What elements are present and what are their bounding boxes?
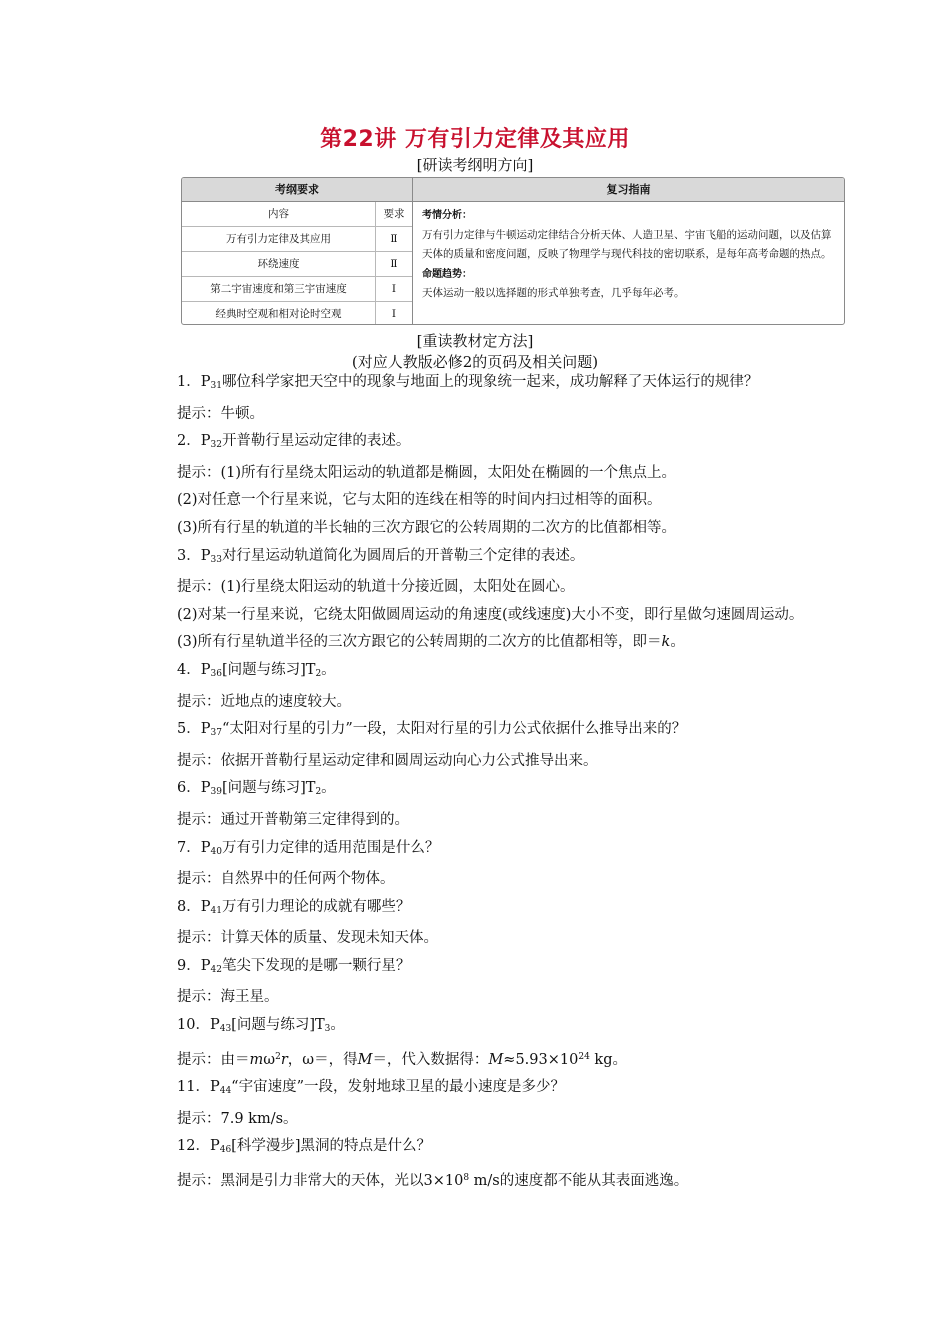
answer-5: 提示：依据开普勒行星运动定律和圆周运动向心力公式推导出来。: [177, 752, 598, 769]
table-row: [182, 252, 412, 277]
syllabus-left-panel: [182, 178, 413, 324]
syllabus-table: [181, 177, 845, 325]
section-heading-syllabus: [研读考纲明方向]: [416, 156, 534, 174]
trend-label: 命题趋势：: [422, 268, 472, 280]
analysis-text: 万有引力定律与牛顿运动定律结合分析天体、人造卫星、宇宙飞船的运动问题，以及估算天体的质量和密度问题，反映了物理学与现代科技的密切联系，是每年高考命题的热点。: [422, 228, 832, 260]
answer-12: 提示：黑洞是引力非常大的天体，光以$3\times 10^8$ m/s的速度都不能从其表面逃逸。: [177, 1173, 689, 1190]
page-title: 第22讲 万有引力定律及其应用: [320, 127, 630, 152]
row-content: 环绕速度: [182, 252, 376, 276]
answer-10: 提示：由$=m\omega^2r$，ω＝，得M＝，代入数据得：$M\approx 5.93\times 10^{24}$ kg。: [177, 1051, 627, 1068]
syllabus-right-panel: [413, 178, 844, 324]
table-row: [182, 302, 412, 325]
answer-2-1: 提示：(1)所有行星绕太阳运动的轨道都是椭圆，太阳处在椭圆的一个焦点上。: [177, 464, 677, 481]
row-content: 万有引力定律及其应用: [182, 227, 376, 251]
question-7: 7．$P_{40}$万有引力定律的适用范围是什么？: [177, 839, 440, 857]
row-level: Ⅱ: [390, 258, 398, 270]
question-1: 1．$P_{31}$哪位科学家把天空中的现象与地面上的现象统一起来，成功解释了天体运行的规律？: [177, 374, 759, 391]
column-header-requirement: 要求: [383, 208, 405, 220]
row-level: Ⅰ: [391, 283, 397, 295]
section-note: (对应人教版必修2的页码及相关问题): [351, 353, 599, 371]
answer-3-3: (3)所有行星轨道半径的三次方跟它的公转周期的二次方的比值都相等，即＝k。: [177, 634, 685, 651]
row-content: 经典时空观和相对论时空观: [182, 302, 376, 325]
question-8: 8．$P_{41}$万有引力理论的成就有哪些？: [177, 898, 411, 916]
column-header-content: 内容: [182, 202, 376, 226]
row-level: Ⅰ: [391, 308, 397, 320]
answer-3-2: (2)对某一行星来说，它绕太阳做圆周运动的角速度(或线速度)大小不变，即行星做匀速圆周运动。: [177, 606, 804, 623]
question-12: 12．$P_{46}$[科学漫步]黑洞的特点是什么？: [177, 1138, 431, 1156]
answer-2-2: (2)对任意一个行星来说，它与太阳的连线在相等的时间内扫过相等的面积。: [177, 492, 662, 509]
question-6: 6．$P_{39}$[问题与练习]$T_2$。: [177, 780, 336, 798]
table-row: [182, 277, 412, 302]
answer-6: 提示：通过开普勒第三定律得到的。: [177, 811, 409, 828]
answer-2-3: (3)所有行星的轨道的半长轴的三次方跟它的公转周期的二次方的比值都相等。: [177, 519, 677, 536]
analysis-label: 考情分析：: [422, 210, 472, 221]
question-answer-list: [141, 369, 821, 1196]
review-guide: [413, 202, 844, 304]
answer-1: 提示：牛顿。: [177, 405, 264, 422]
answer-8: 提示：计算天体的质量、发现未知天体。: [177, 930, 438, 947]
question-10: 10．$P_{43}$[问题与练习]$T_3$。: [177, 1017, 345, 1035]
answer-9: 提示：海王星。: [177, 989, 279, 1006]
row-level: Ⅱ: [390, 233, 398, 245]
question-3: 3．$P_{33}$对行星运动轨道简化为圆周后的开普勒三个定律的表述。: [177, 547, 585, 565]
syllabus-right-header: 复习指南: [413, 178, 844, 202]
answer-4: 提示：近地点的速度较大。: [177, 693, 351, 710]
table-row: [182, 227, 412, 252]
syllabus-left-header: 考纲要求: [182, 178, 412, 202]
answer-3-1: 提示：(1)行星绕太阳运动的轨道十分接近圆，太阳处在圆心。: [177, 579, 575, 596]
question-2: 2．$P_{32}$开普勒行星运动定律的表述。: [177, 433, 411, 451]
question-11: 11．$P_{44}“$宇宙速度”一段，发射地球卫星的最小速度是多少？: [177, 1079, 565, 1097]
trend-text: 天体运动一般以选择题的形式单独考查，几乎每年必考。: [422, 287, 685, 299]
question-5: 5．$P_{37}“$太阳对行星的引力”一段，太阳对行星的引力公式依据什么推导出来的？: [177, 721, 687, 739]
answer-7: 提示：自然界中的任何两个物体。: [177, 871, 395, 888]
question-9: 9．$P_{42}$笔尖下发现的是哪一颗行星？: [177, 957, 411, 975]
section-heading-textbook: [重读教材定方法]: [416, 332, 534, 350]
row-content: 第二宇宙速度和第三宇宙速度: [182, 277, 376, 301]
table-header-row: [182, 202, 412, 227]
question-4: 4．$P_{36}$[问题与练习]$T_2$。: [177, 661, 336, 679]
answer-11: 提示：7.9 km/s。: [177, 1110, 298, 1127]
